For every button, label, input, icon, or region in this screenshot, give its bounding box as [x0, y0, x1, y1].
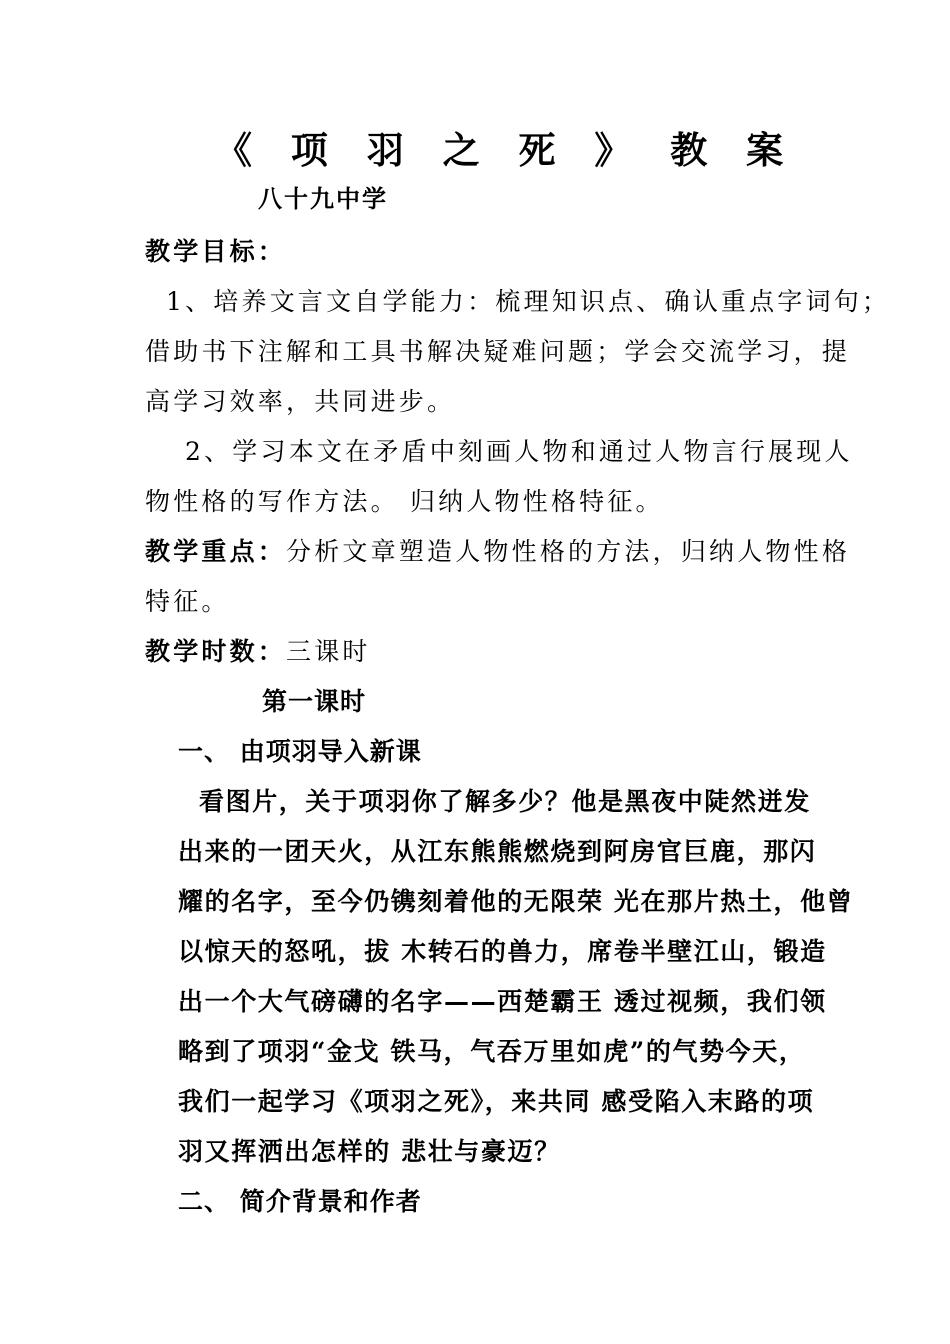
- objective-2-line-2: 物性格的写作方法。 归纳人物性格特征。: [145, 487, 664, 516]
- section-2-heading: 二、 简介背景和作者: [178, 1187, 422, 1216]
- focus-text: 分析文章塑造人物性格的方法，归纳人物性格: [286, 537, 851, 566]
- objectives-heading: 教学目标：: [145, 237, 287, 266]
- objective-1-line-1: 1、培养文言文自学能力：梳理知识点、确认重点字词句；: [166, 287, 891, 316]
- objective-1-line-3: 高学习效率，共同进步。: [145, 387, 456, 416]
- intro-line-8: 羽又挥洒出怎样的 悲壮与豪迈？: [178, 1137, 561, 1166]
- document-title: 《 项 羽 之 死 》 教 案: [215, 128, 797, 172]
- intro-line-7: 我们一起学习《项羽之死》，来共同 感受陷入末路的项: [178, 1087, 815, 1116]
- section-1-heading: 一、 由项羽导入新课: [178, 737, 422, 766]
- intro-line-5: 出一个大气磅礴的名字——西楚霸王 透过视频，我们领: [178, 987, 827, 1016]
- hours-heading: 教学时数：: [145, 637, 287, 666]
- intro-line-2: 出来的一团天火，从江东熊熊燃烧到阿房官巨鹿，那闪: [178, 837, 817, 866]
- hours-line: [145, 639, 371, 664]
- lesson-title: 第一课时: [262, 687, 367, 716]
- intro-line-1: 看图片，关于项羽你了解多少？他是黑夜中陡然迸发: [199, 787, 811, 816]
- intro-line-3: 耀的名字，至今仍镌刻着他的无限荣 光在那片热土，他曾: [178, 887, 854, 916]
- hours-value: 三课时: [286, 637, 371, 666]
- focus-line-1: [145, 539, 850, 564]
- focus-heading: 教学重点：: [145, 537, 287, 566]
- school-name: 八十九中学: [258, 184, 388, 213]
- intro-line-4: 以惊天的怒吼，拔 木转石的兽力，席卷半壁江山，锻造: [178, 937, 827, 966]
- focus-line-2: 特征。: [145, 587, 230, 616]
- objective-1-line-2: 借助书下注解和工具书解决疑难问题；学会交流学习，提: [145, 337, 851, 366]
- intro-line-6: 略到了项羽“金戈 铁马，气吞万里如虎”的气势今天，: [178, 1037, 806, 1066]
- objective-2-line-1: 2、学习本文在矛盾中刻画人物和通过人物言行展现人: [185, 437, 853, 466]
